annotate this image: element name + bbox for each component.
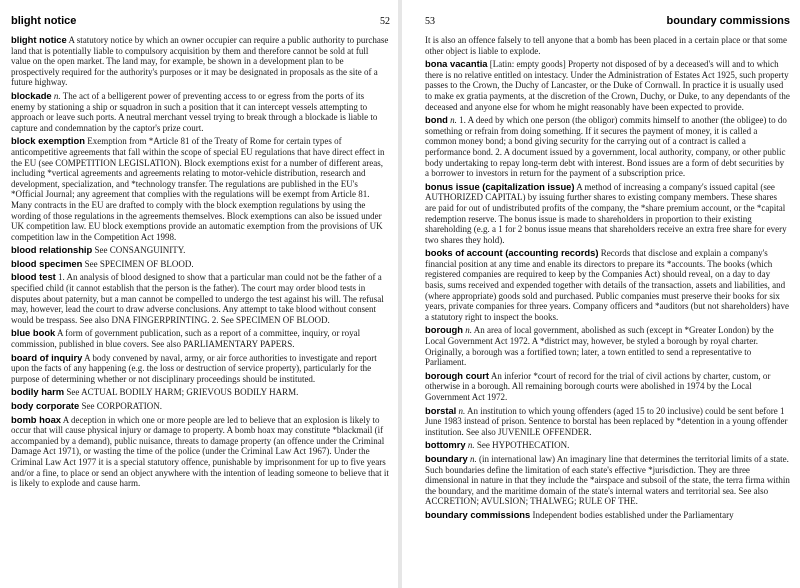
dictionary-entry: [11, 415, 390, 489]
entry-headword: block exemption: [11, 135, 85, 147]
entry-definition: Independent bodies established under the Parliamentary: [532, 509, 734, 520]
dictionary-entry: [11, 272, 390, 325]
dictionary-entry: [11, 259, 390, 270]
dictionary-entry: [425, 454, 790, 507]
entry-headword: blood test: [11, 271, 56, 283]
entry-definition: An institution to which young offenders (aged 15 to 20 inclusive) could be sent before 1 June 1983 instead of prison. Sentence to borstal has been replaced by *detention in a young offender institution. See also JUVENILE OFFENDER.: [425, 405, 788, 437]
entry-headword: blood relationship: [11, 244, 93, 256]
entry-headword: boundary: [425, 452, 468, 464]
entry-part-of-speech: n.: [469, 453, 477, 464]
entry-headword: boundary commissions: [425, 508, 531, 520]
dictionary-entry: [425, 510, 790, 521]
dictionary-entry: [425, 440, 790, 451]
entry-definition: An inferior *court of record for the trial of civil actions by charter, custom, or otherwise in a borough. All remaining borough courts were abolished in 1974 by the Local Government Act 1972.: [425, 370, 771, 402]
entry-definition: A method of increasing a company's issued capital (see AUTHORIZED CAPITAL) by issuing further shares to existing company members. These shares are paid for out of undistributed profits of the company, the *share premium account, or the *capital redemption reserve. The bonus issue is made to shareholders in proportion to their existing shareholding (e.g. a 1 for 2 bonus issue means that shareholders receive an extra free share for every two shares they hold).: [425, 181, 787, 245]
entry-definition: Exemption from *Article 81 of the Treaty of Rome for certain types of anticompetitive agreements that fall within the scope of special EU regulations that have direct effect in the EU (see COMPETITION LEGISLATION). Block exemptions exist for a number of different areas, including *vertical agreements and agreements relating to motor-vehicle distribution, research and development, specialization, and *technology transfer. The regulations are published in the EU's *Official Journal; any agreement that complies with the regulations will be exempt from Article 81. Many contracts in the EU are drafted to comply with the block exemption regulations by using the wording of those regulations in the agreements themselves. Block exemptions can also be issued under UK competition law. EU block exemptions provide an automatic exemption from the provisions of UK competition law in the Competition Act 1998.: [11, 136, 385, 242]
entry-part-of-speech: n.: [465, 325, 473, 336]
entry-headword: borstal: [425, 404, 457, 416]
entry-definition: See ACTUAL BODILY HARM; GRIEVOUS BODILY HARM.: [66, 387, 299, 398]
entry-definition: [Latin: empty goods] Property not disposed of by a deceased's will and to which there is no relative entitled on intestacy. Under the Administration of Estates Act 1925, such property passes to the Crown, the Duchy of Lancaster, or the Duke of Cornwall. In practice it is usually used to make ex gratia payments, at the discretion of the Crown, Duchy, or Duke, to any dependants of the deceased and anyone else for whom he might reasonably have been expected to provide.: [425, 59, 790, 112]
dictionary-entry: [11, 328, 390, 349]
entry-definition: It is also an offence falsely to tell anyone that a bomb has been placed in a certain place or that some other object is liable to explode.: [425, 35, 787, 56]
entry-headword: bonus issue (capitalization issue): [425, 180, 575, 192]
right-running-head: [425, 14, 790, 29]
entry-headword: borough: [425, 324, 464, 336]
entry-headword: blockade: [11, 89, 52, 101]
entry-headword: bona vacantia: [425, 58, 488, 70]
entry-headword: bond: [425, 114, 448, 126]
entry-definition: See HYPOTHECATION.: [476, 440, 570, 451]
right-running-head-title: boundary commissions: [666, 15, 790, 27]
entry-definition: A form of government publication, such as a report of a committee, inquiry, or royal commission, published in blue covers. See also PARLIAMENTARY PAPERS.: [11, 328, 361, 350]
dictionary-entry: [425, 115, 790, 179]
entry-part-of-speech: n.: [53, 90, 61, 101]
entry-part-of-speech: n.: [458, 405, 466, 416]
dictionary-entry: [11, 401, 390, 412]
right-page: [402, 0, 800, 588]
left-running-head-title: blight notice: [11, 15, 77, 27]
entry-headword: bomb hoax: [11, 413, 62, 425]
right-page-number: 53: [425, 16, 435, 27]
entry-definition: 1. An analysis of blood designed to show that a particular man could not be the father of a specified child (it cannot establish that the person is the father). The court may order blood tests in disputes about paternity, but a man cannot be compelled to undergo the test against his will. The refusal may, however, lead the court to draw adverse conclusions. Any attempt to take blood without consent would be trespass. See also DNA FINGERPRINTING. 2. See SPECIMEN OF BLOOD.: [11, 272, 384, 325]
dictionary-entry: [425, 406, 790, 438]
entry-definition: See SPECIMEN OF BLOOD.: [84, 258, 194, 269]
left-page-number: 52: [380, 16, 390, 27]
entry-headword: body corporate: [11, 400, 80, 411]
entry-definition: Records that disclose and explain a company's financial position at any time and enable its directors to prepare its *accounts. The books (which registered companies are required to keep by the Companies Act) should reveal, on a day to day basis, sums received and expended together with details of the transaction, assets and liabilities, and (where appropriate) goods sold and purchased. Public companies must preserve their books for six years, private companies for three years. Company officers and *auditors (but not shareholders) have a statutory right to inspect the books.: [425, 248, 789, 322]
entry-part-of-speech: n.: [467, 440, 475, 451]
entry-definition: See CORPORATION.: [81, 401, 163, 411]
dictionary-entry: [425, 35, 790, 56]
entry-definition: A deception in which one or more people are led to believe that an explosion is likely to occur that will cause physical injury or damage to property. A bomb hoax may constitute *blackmail (if accompanied by a demand), public nuisance, threats to damage property (an offence under the Criminal Damage Act 1971), or wasting the time of the police (under the Criminal Law Act 1967). Under the Criminal Law Act 1977 it is a special statutory offence, punishable by imprisonment for up to five years and/or a fine, to place or send an object anywhere with the intention of leading someone to believe that it is likely to explode and cause harm.: [11, 414, 389, 489]
left-page: [0, 0, 398, 588]
entry-headword: blood specimen: [11, 257, 83, 269]
entry-definition: The act of a belligerent power of preventing access to or egress from the ports of its enemy by stationing a ship or squadron in such a position that it can intercept vessels attempting to approach or leave such ports. A neutral merchant vessel trying to break through a blockade is liable to capture and condemnation by the captor's prize court.: [11, 90, 378, 133]
dictionary-entry: [11, 387, 390, 398]
entry-definition: A body convened by naval, army, or air force authorities to investigate and report upon the facts of any happening (e.g. the loss or destruction of service property), particularly for the purpose of determining whether or not disciplinary proceedings should be instituted.: [11, 352, 377, 384]
entry-headword: board of inquiry: [11, 351, 83, 363]
right-entries-list: [425, 35, 790, 521]
dictionary-entry: [11, 245, 390, 256]
entry-part-of-speech: n.: [450, 115, 457, 126]
entry-headword: bottomry: [425, 439, 466, 451]
dictionary-entry: [425, 371, 790, 403]
entry-definition: 1. A deed by which one person (the obligor) commits himself to another (the obligee) to do something or refrain from doing something. If it secures the payment of money, it is called a common money bond; a bond giving security for the carrying out of a contract is called a performance bond. 2. A document issued by a government, local authority, company, or other public body undertaking to repay long-term debt with interest. Bond issues are a form of debt securities by a borrower to investors in return for the payment of a subscription price.: [425, 115, 787, 179]
entry-headword: bodily harm: [11, 386, 65, 398]
dictionary-entry: [11, 353, 390, 385]
left-running-head: [11, 14, 390, 29]
dictionary-entry: [425, 248, 790, 322]
dictionary-entry: [425, 325, 790, 367]
entry-headword: borough court: [425, 369, 490, 381]
entry-headword: books of account (accounting records): [425, 247, 599, 259]
entry-definition: See CONSANGUINITY.: [94, 245, 186, 256]
dictionary-entry: [11, 91, 390, 133]
dictionary-entry: [11, 35, 390, 88]
entry-definition: An area of local government, abolished as such (except in *Greater London) by the Local Government Act 1972. A *district may, however, be styled a borough by royal charter. Originally, a borough was a fortified town; later, a town entitled to send a representative to Parliament.: [425, 325, 774, 368]
entry-definition: (in international law) An imaginary line that determines the territorial limits of a state. Such boundaries define the limitation of each state's effective *jurisdiction. They are three dimensional in nature in that they include the *airspace and subsoil of the state, the terra firma within the boundary, and the maritime domain of the state's internal waters and territorial sea. See also ACCRETION; AVULSION; THALWEG; RULE OF THE.: [425, 453, 790, 507]
dictionary-entry: [425, 59, 790, 112]
entry-headword: blight notice: [11, 34, 67, 45]
dictionary-entry: [425, 182, 790, 246]
dictionary-entry: [11, 136, 390, 242]
entry-headword: blue book: [11, 327, 56, 339]
left-entries-list: [11, 35, 390, 489]
entry-definition: A statutory notice by which an owner occupier can require a public authority to purchase land that is potentially liable to compulsory acquisition by them and therefore cannot be sold at full value on the open market. The land may, for example, be shown in a development plan to be prospectively required for the authority's purposes or it may be designated in proposals as the site of a future highway.: [11, 35, 389, 88]
